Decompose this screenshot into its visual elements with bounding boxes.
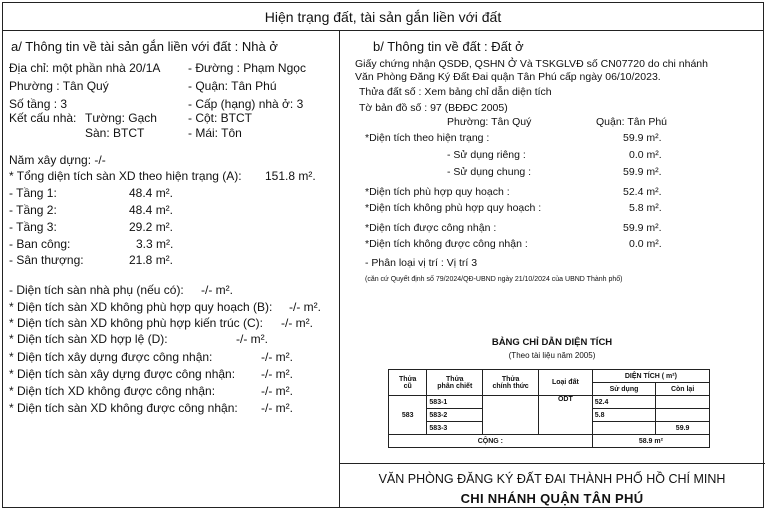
header-official-parcel: Thửa chính thức	[483, 370, 539, 396]
land-area-label: *Diện tích phù hợp quy hoạch :	[365, 186, 510, 198]
grade-text: - Cấp (hạng) nhà ở: 3	[188, 97, 304, 111]
land-area-label: - Sử dụng riêng :	[447, 149, 526, 161]
total-value-cell: 58.9 m²	[592, 435, 709, 448]
land-area-label: *Diện tích không được công nhận :	[365, 238, 528, 250]
floor-row-value: 29.2 m².	[129, 220, 174, 234]
other-area-value: -/- m².	[281, 316, 313, 330]
other-area-label: * Diện tích sàn XD không được công nhận:	[9, 401, 238, 415]
address-text: Địa chỉ: một phần nhà 20/1A	[9, 61, 161, 75]
total-area-value: 151.8 m².	[265, 169, 316, 183]
other-area-value: -/- m².	[261, 367, 293, 381]
old-parcel-cell: 583	[389, 396, 427, 435]
header-remaining: Còn lại	[656, 383, 710, 396]
office-branch: CHI NHÁNH QUẬN TÂN PHÚ	[460, 491, 644, 506]
floor-row-label: - Tầng 3:	[9, 220, 57, 234]
roof-text: - Mái: Tôn	[188, 126, 242, 140]
position-class-text: - Phân loại vị trí : Vị trí 3	[365, 257, 478, 269]
right-ward-text: Phường: Tân Quý	[447, 116, 532, 128]
column-divider	[339, 31, 340, 507]
floor-row-label: - Tầng 1:	[9, 186, 57, 200]
other-area-value: -/- m².	[261, 384, 293, 398]
map-sheet-text: Tờ bản đồ số : 97 (BĐĐC 2005)	[359, 102, 508, 114]
floor-row-label: - Sân thượng:	[9, 253, 84, 267]
split-parcel-cell: 583-2	[427, 409, 483, 422]
floor-row-value: 3.3 m².	[136, 237, 174, 251]
parcel-number-text: Thửa đất số : Xem bảng chỉ dẫn diện tích	[359, 86, 552, 98]
land-area-value: 59.9 m².	[623, 222, 662, 234]
land-area-value: 59.9 m².	[623, 166, 662, 178]
legal-basis-note: (căn cứ Quyết định số 79/2024/QĐ-UBND ngày 21/10/2024 của UBND Thành phố)	[365, 276, 623, 283]
wall-text: Tường: Gạch	[85, 111, 157, 125]
right-section-title: b/ Thông tin về đất : Đất ở	[373, 39, 524, 54]
table-total-row	[389, 435, 710, 448]
ward-text: Phường : Tân Quý	[9, 79, 109, 93]
page-title: Hiện trạng đất, tài sản gắn liền với đất	[3, 3, 763, 31]
land-area-value: 0.0 m².	[629, 238, 662, 250]
header-split-parcel: Thửa phân chiết	[427, 370, 483, 396]
floor-row-value: 48.4 m².	[129, 186, 174, 200]
other-area-label: * Diện tích XD không được công nhận:	[9, 384, 216, 398]
floor-row-label: - Tầng 2:	[9, 203, 57, 217]
left-section-title: a/ Thông tin về tài sản gắn liền với đất : Nhà ở	[11, 39, 278, 54]
total-area-label: * Tổng diện tích sàn XD theo hiện trạng (A):	[9, 169, 242, 183]
other-area-value: -/- m².	[289, 300, 321, 314]
table-title: BẢNG CHỈ DẪN DIỆN TÍCH	[491, 337, 613, 348]
other-area-value: -/- m².	[261, 350, 293, 364]
floor-row-value: 48.4 m².	[129, 203, 174, 217]
floor-row-label: - Ban công:	[9, 237, 71, 251]
district-text: - Quận: Tân Phú	[188, 79, 277, 93]
in-use-cell	[592, 422, 655, 435]
land-area-value: 52.4 m².	[623, 186, 662, 198]
remaining-cell	[656, 396, 710, 409]
floors-text: Số tầng : 3	[9, 97, 68, 111]
office-name: VĂN PHÒNG ĐĂNG KÝ ĐẤT ĐAI THÀNH PHỐ HỒ CHÍ MINH	[378, 472, 726, 486]
remaining-cell: 59.9	[656, 422, 710, 435]
street-text: - Đường : Phạm Ngọc	[188, 61, 306, 75]
other-area-value: -/- m².	[236, 332, 268, 346]
in-use-cell: 52.4	[592, 396, 655, 409]
year-built-text: Năm xây dựng: -/-	[9, 153, 106, 167]
header-land-type: Loại đất	[539, 370, 593, 396]
other-area-label: * Diện tích sàn XD hợp lệ (D):	[9, 332, 168, 346]
table-subtitle: (Theo tài liệu năm 2005)	[508, 351, 596, 360]
other-area-label: - Diện tích sàn nhà phụ (nếu có):	[9, 283, 184, 297]
right-district-text: Quận: Tân Phú	[596, 116, 668, 128]
other-area-label: * Diện tích sàn XD không phù hợp quy hoạch (B):	[9, 300, 273, 314]
other-area-value: -/- m².	[261, 401, 293, 415]
land-area-label: *Diện tích được công nhận :	[365, 222, 497, 234]
floor-material-text: Sàn: BTCT	[85, 126, 145, 140]
other-area-label: * Diện tích sàn XD không phù hợp kiến trúc (C):	[9, 316, 263, 330]
land-area-value: 59.9 m².	[623, 132, 662, 144]
total-label-cell: CỘNG :	[389, 435, 593, 448]
land-area-label: *Diện tích theo hiện trạng :	[365, 132, 490, 144]
table-row	[389, 396, 710, 409]
other-area-label: * Diện tích xây dựng được công nhận:	[9, 350, 213, 364]
header-in-use: Sử dụng	[592, 383, 655, 396]
land-area-value: 0.0 m².	[629, 149, 662, 161]
floor-row-value: 21.8 m².	[129, 253, 174, 267]
header-area: DIỆN TÍCH ( m²)	[592, 370, 709, 383]
area-index-table	[388, 369, 710, 448]
office-signature-box	[339, 463, 765, 509]
land-area-label: *Diện tích không phù hợp quy hoạch :	[365, 202, 542, 214]
split-parcel-cell: 583-3	[427, 422, 483, 435]
certificate-line-1: Giấy chứng nhận QSDĐ, QSHN Ở Và TSKGLVĐ số CN07720 do chi nhánh	[355, 58, 708, 70]
certificate-line-2: Văn Phòng Đăng Ký Đất Đai quận Tân Phú cấp ngày 06/10/2023.	[355, 71, 661, 83]
header-old-parcel: Thửa cũ	[389, 370, 427, 396]
structure-label: Kết cấu nhà:	[9, 111, 77, 125]
official-parcel-cell	[483, 396, 539, 435]
document-frame	[2, 2, 764, 508]
land-type-cell: ODT	[539, 396, 593, 435]
split-parcel-cell: 583-1	[427, 396, 483, 409]
land-area-label: - Sử dụng chung :	[447, 166, 532, 178]
in-use-cell: 5.8	[592, 409, 655, 422]
other-area-label: * Diện tích sàn xây dựng được công nhận:	[9, 367, 236, 381]
column-text: - Cột: BTCT	[188, 111, 253, 125]
land-area-value: 5.8 m².	[629, 202, 662, 214]
other-area-value: -/- m².	[201, 283, 233, 297]
remaining-cell	[656, 409, 710, 422]
